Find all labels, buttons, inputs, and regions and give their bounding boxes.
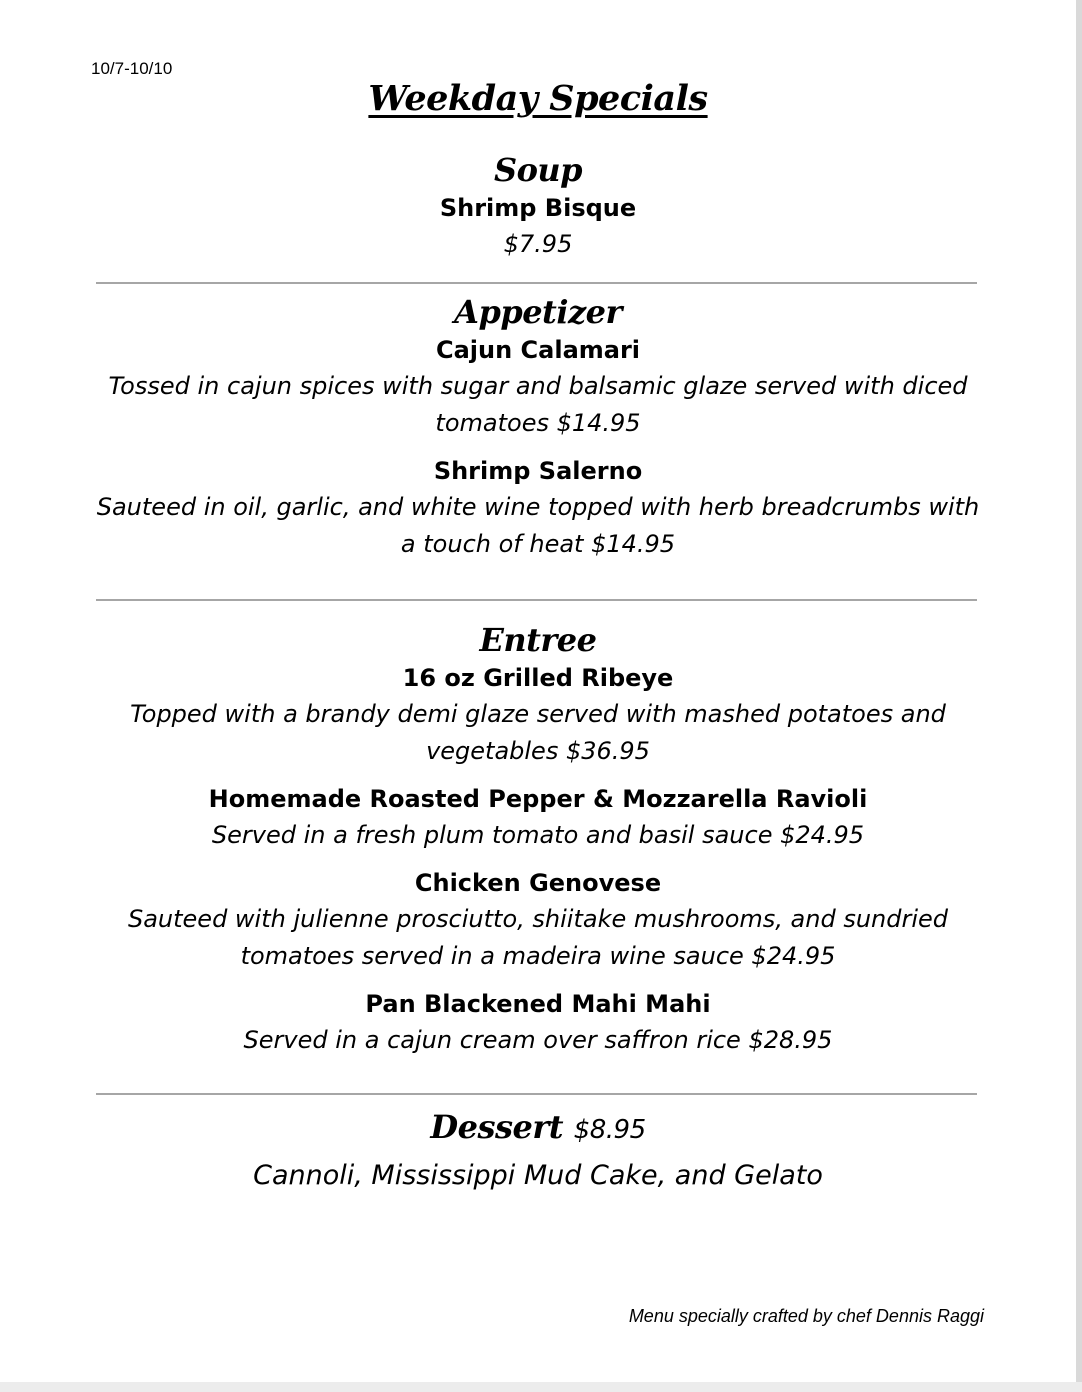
dessert-heading-line <box>0 1107 1076 1150</box>
entree-item-desc: Sauteed with julienne prosciutto, shiitake mushrooms, and sundried <box>127 905 949 933</box>
divider-entree <box>96 1093 977 1095</box>
page-edge-right <box>1076 0 1082 1392</box>
entree-item-name: Chicken Genovese <box>414 869 662 897</box>
appetizer-item-name: Cajun Calamari <box>435 336 641 364</box>
entree-item-name: 16 oz Grilled Ribeye <box>402 664 674 692</box>
appetizer-item-name: Shrimp Salerno <box>433 457 643 485</box>
entree-item-desc: Served in a cajun cream over saffron rice $28.95 <box>243 1026 833 1054</box>
dessert-heading: Dessert <box>430 1108 564 1146</box>
appetizer-item-desc: Sauteed in oil, garlic, and white wine topped with herb breadcrumbs with <box>96 493 980 521</box>
entree-item-desc: Served in a fresh plum tomato and basil sauce $24.95 <box>211 821 865 849</box>
divider-appetizer <box>96 599 977 601</box>
entree-heading: Entree <box>479 621 597 659</box>
entree-item-desc: Topped with a brandy demi glaze served with mashed potatoes and <box>130 700 946 728</box>
entree-item-desc: vegetables $36.95 <box>426 737 650 765</box>
dessert-price: $8.95 <box>573 1115 646 1145</box>
soup-item-name: Shrimp Bisque <box>439 194 637 222</box>
entree-item-name: Pan Blackened Mahi Mahi <box>365 990 711 1018</box>
chef-credit: Menu specially crafted by chef Dennis Raggi <box>628 1306 984 1326</box>
appetizer-item-desc: Tossed in cajun spices with sugar and balsamic glaze served with diced <box>108 372 968 400</box>
appetizer-section <box>0 292 1076 563</box>
soup-section <box>0 150 1076 263</box>
appetizer-item-desc: tomatoes $14.95 <box>435 409 641 437</box>
entree-section <box>0 620 1076 1059</box>
date-range: 10/7-10/10 <box>91 59 173 78</box>
page-edge-bottom <box>0 1382 1082 1392</box>
appetizer-heading: Appetizer <box>454 293 622 331</box>
entree-item-desc: tomatoes served in a madeira wine sauce $24.95 <box>240 942 836 970</box>
page-title: Weekday Specials <box>368 78 708 119</box>
dessert-items: Cannoli, Mississippi Mud Cake, and Gelato <box>253 1160 823 1191</box>
entree-item-name: Homemade Roasted Pepper & Mozzarella Ravioli <box>208 785 868 813</box>
dessert-section <box>0 1107 1076 1196</box>
soup-item-price: $7.95 <box>503 230 573 258</box>
appetizer-item-desc: a touch of heat $14.95 <box>400 530 676 558</box>
divider-soup <box>96 282 977 284</box>
soup-heading: Soup <box>493 151 583 189</box>
